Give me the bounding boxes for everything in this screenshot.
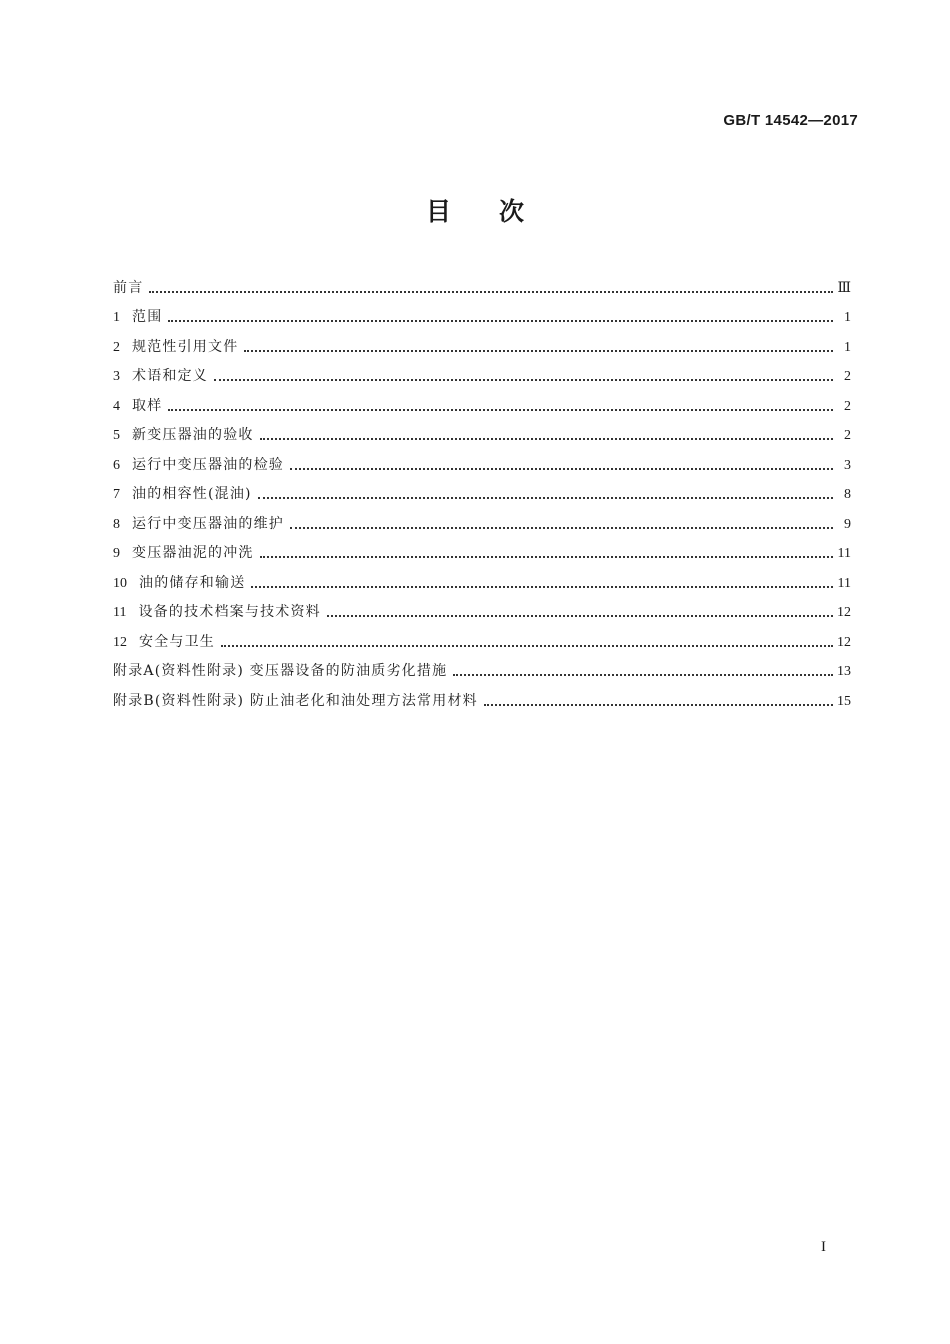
toc-entry-number: 1 <box>113 310 120 325</box>
toc-entry-number: 3 <box>113 369 120 384</box>
toc-entry[interactable] <box>113 621 851 651</box>
toc-entry-title: 前言 <box>113 279 144 296</box>
toc-leader-dots <box>290 468 833 470</box>
toc-leader-dots <box>484 704 833 706</box>
toc-leader-dots <box>327 615 833 617</box>
toc-entry-number: 8 <box>113 516 120 532</box>
toc-entry[interactable] <box>113 356 851 386</box>
toc-entry-title: 附录B(资料性附录) 防止油老化和油处理方法常用材料 <box>113 692 478 709</box>
toc-entry-page: 13 <box>837 664 851 679</box>
toc-leader-dots <box>260 556 833 558</box>
toc-entry-page: 2 <box>844 428 851 443</box>
toc-entry[interactable] <box>113 651 851 681</box>
toc-entry[interactable] <box>113 592 851 622</box>
toc-entry[interactable] <box>113 444 851 474</box>
toc-entry-title: 安全与卫生 <box>139 633 215 650</box>
toc-entry-page: 2 <box>844 369 851 384</box>
toc-leader-dots <box>453 674 833 676</box>
toc-entry-title: 新变压器油的验收 <box>132 427 254 443</box>
toc-entry-title: 附录A(资料性附录) 变压器设备的防油质劣化措施 <box>113 663 448 679</box>
toc-entry[interactable] <box>113 503 851 533</box>
toc-leader-dots <box>260 438 833 440</box>
toc-entry[interactable] <box>113 326 851 356</box>
toc-entry[interactable] <box>113 267 851 297</box>
toc-leader-dots <box>244 350 833 352</box>
toc-entry-page: 9 <box>844 516 851 532</box>
toc-entry-number: 9 <box>113 546 120 561</box>
toc-entry-title: 范围 <box>132 309 163 325</box>
toc-entry-page: 1 <box>844 310 851 325</box>
toc-entry-title: 变压器油泥的冲洗 <box>132 545 254 561</box>
toc-leader-dots <box>168 320 833 322</box>
toc-entry-page: Ⅲ <box>837 280 851 296</box>
toc-entry-page: 1 <box>844 339 851 355</box>
toc-entry-page: 2 <box>844 398 851 414</box>
toc-leader-dots <box>251 586 833 588</box>
toc-leader-dots <box>168 409 833 411</box>
toc-entry[interactable] <box>113 680 851 710</box>
toc-entry-title: 设备的技术档案与技术资料 <box>138 604 321 620</box>
toc-entry-page: 12 <box>837 605 851 620</box>
toc-list <box>113 267 851 710</box>
toc-entry-page: 11 <box>837 546 851 561</box>
toc-entry-title: 取样 <box>132 397 163 414</box>
toc-entry-page: 11 <box>837 575 851 591</box>
toc-entry-title: 运行中变压器油的检验 <box>132 456 284 473</box>
toc-entry-page: 3 <box>844 457 851 473</box>
toc-entry-title: 油的储存和输送 <box>139 574 246 591</box>
toc-entry-number: 12 <box>113 634 127 650</box>
toc-entry-page: 8 <box>844 487 851 502</box>
toc-entry[interactable] <box>113 474 851 504</box>
toc-entry-number: 11 <box>113 605 127 620</box>
toc-entry-number: 7 <box>113 487 120 502</box>
toc-entry-title: 运行中变压器油的维护 <box>132 515 284 532</box>
toc-entry-title: 术语和定义 <box>132 368 208 384</box>
toc-entry[interactable] <box>113 415 851 445</box>
toc-entry[interactable] <box>113 533 851 563</box>
toc-entry-number: 10 <box>113 575 127 591</box>
toc-leader-dots <box>258 497 833 499</box>
toc-leader-dots <box>149 291 833 293</box>
toc-entry-number: 4 <box>113 398 120 414</box>
toc-entry-page: 15 <box>837 693 851 709</box>
toc-entry-title: 规范性引用文件 <box>132 338 239 355</box>
toc-entry[interactable] <box>113 385 851 415</box>
page-number: I <box>821 1239 826 1255</box>
toc-entry-number: 6 <box>113 457 120 473</box>
toc-entry-number: 2 <box>113 339 120 355</box>
toc-leader-dots <box>290 527 833 529</box>
toc-entry[interactable] <box>113 562 851 592</box>
toc-entry-page: 12 <box>837 634 851 650</box>
toc-entry[interactable] <box>113 297 851 327</box>
standard-code: GB/T 14542—2017 <box>723 112 858 129</box>
toc-entry-title: 油的相容性(混油) <box>132 486 252 502</box>
toc-title: 目次 <box>425 197 572 226</box>
toc-entry-number: 5 <box>113 428 120 443</box>
toc-leader-dots <box>214 379 833 381</box>
toc-leader-dots <box>221 645 833 647</box>
